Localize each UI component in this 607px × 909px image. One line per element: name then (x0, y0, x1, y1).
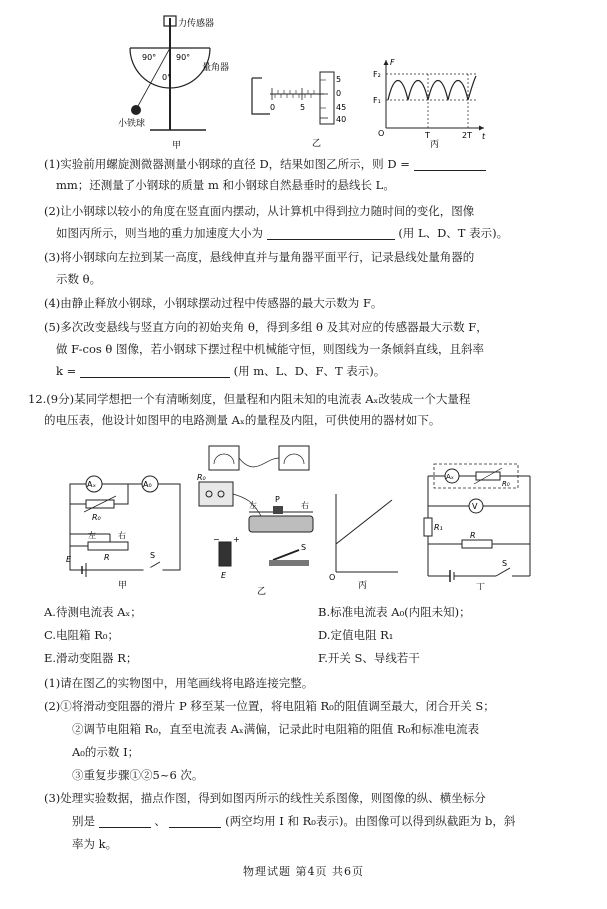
two-t-tick-label: 2T (462, 131, 472, 140)
equipment-d: D.定值电阻 R₁ (318, 628, 394, 642)
figure-caption-yi: 乙 (312, 139, 322, 149)
t-tick-label: T (425, 131, 430, 140)
q12-intro-line1: 12.(9分)某同学想把一个有清晰刻度，但量程和内阻未知的电流表 Aₓ改装成一个大量程 (28, 392, 471, 406)
jia-left-label: 左 (88, 531, 96, 540)
angle-right-label: 90° (176, 53, 191, 62)
f2-label: F₂ (373, 70, 381, 79)
q12-step2-line3: A₀的示数 I； (72, 745, 140, 759)
yi-caption: 乙 (257, 587, 267, 597)
q12-intro-line2: 的电压表，他设计如图甲的电路测量 Aₓ的量程及内阻，可供使用的器材如下。 (44, 413, 441, 427)
figure-force-time-bing (372, 56, 490, 148)
equipment-a: A.待测电流表 Aₓ； (44, 605, 142, 619)
yi-left-label: 左 (249, 501, 257, 510)
jia-r0-label: R₀ (92, 513, 101, 522)
main-scale-zero: 0 (270, 103, 276, 112)
ding-s-label: S (502, 559, 508, 568)
y-axis-label: F (390, 58, 395, 67)
force-curve (388, 76, 476, 100)
q12-step2-line4: ③重复步骤①②5~6 次。 (72, 768, 204, 782)
q11-part5-line3: k = (用 m、L、D、F、T 表示)。 (56, 364, 386, 378)
q12-step1: (1)请在图乙的实物图中，用笔画线将电路连接完整。 (44, 676, 314, 690)
q11-part1-line1: (1)实验前用螺旋测微器测量小钢球的直径 D，结果如图乙所示，则 D = (44, 157, 486, 171)
q12-step3-line1: (3)处理实验数据，描点作图，得到如图丙所示的线性关系图像，则图像的纵、横坐标分 (44, 791, 486, 805)
q12-ordinate-blank[interactable] (99, 815, 151, 828)
thimble-mark-5: 5 (336, 75, 342, 84)
q11-part2-line2: 如图丙所示，则当地的重力加速度大小为 (用 L、D、T 表示)。 (56, 226, 509, 240)
force-sensor-label: 力传感器 (178, 19, 215, 29)
thimble-mark-40: 40 (336, 115, 347, 124)
q12-step2-line2: ②调节电阻箱 R₀，直至电流表 Aₓ满偏，记录此时电阻箱的阻值 R₀和标准电流表 (72, 722, 480, 736)
jia-r-label: R (104, 553, 110, 562)
equipment-f: F.开关 S、导线若干 (318, 651, 420, 665)
jia-caption: 甲 (118, 581, 128, 590)
jia-s-label: S (150, 551, 156, 560)
circuit-diagram-ding (420, 460, 538, 590)
f1-label: F₁ (373, 96, 381, 105)
ding-r0-label: R₀ (502, 480, 510, 488)
ding-caption: 丁 (476, 583, 486, 590)
q11-part3-line2: 示数 θ。 (56, 272, 102, 286)
jia-right-label: 右 (118, 531, 126, 540)
ding-r1-label: R₁ (434, 523, 443, 532)
page-footer: 物理试题 第4页 共6页 (243, 865, 364, 878)
figure-pendulum-jia (110, 12, 240, 152)
q11-slope-blank[interactable] (80, 365, 230, 378)
bing-caption: 丙 (358, 581, 368, 590)
q12-abscissa-blank[interactable] (169, 815, 221, 828)
apparatus-photo-yi (195, 438, 325, 600)
q11-part2-line1: (2)让小钢球以较小的角度在竖直面内摆动，从计算机中得到拉力随时间的变化，图像 (44, 204, 475, 218)
q11-part3-line1: (3)将小钢球向左拉到某一高度，悬线伸直并与量角器平面平行，记录悬线处量角器的 (44, 250, 475, 264)
circuit-diagram-jia (58, 470, 188, 590)
q11-part5-line2: 做 F-cos θ 图像，若小钢球下摆过程中机械能守恒，则图线为一条倾斜直线，且斜率 (56, 342, 485, 356)
jia-a0-label: A₀ (143, 480, 152, 489)
main-scale-five: 5 (300, 103, 306, 112)
ding-v-label: V (472, 502, 478, 511)
x-axis-label: t (482, 132, 486, 141)
protractor-label: 量角器 (202, 63, 230, 73)
q11-part4: (4)由静止释放小钢球，小钢球摆动过程中传感器的最大示数为 F。 (44, 296, 383, 310)
q11-part1-line2: mm；还测量了小钢球的质量 m 和小钢球自然悬垂时的悬线长 L。 (56, 178, 395, 192)
q11-part5-line1: (5)多次改变悬线与竖直方向的初始夹角 θ，得到多组 θ 及其对应的传感器最大示数 F， (44, 320, 488, 334)
yi-minus-label: − (213, 535, 220, 544)
yi-p-label: P (275, 495, 280, 504)
equipment-e: E.滑动变阻器 R； (44, 651, 138, 665)
ding-r-label: R (470, 531, 476, 540)
equipment-b: B.标准电流表 A₀(内阻未知)； (318, 605, 471, 619)
ding-ax-label: Aₓ (446, 473, 454, 481)
figure-caption-bing: 丙 (430, 140, 440, 148)
angle-left-label: 90° (142, 53, 157, 62)
yi-e-label: E (221, 571, 227, 580)
bing-origin-label: O (329, 573, 336, 582)
q12-step3-line3: 率为 k。 (72, 837, 118, 851)
q11-gravity-blank[interactable] (267, 227, 395, 240)
thimble-mark-0: 0 (336, 89, 342, 98)
yi-s-label: S (301, 543, 307, 552)
q11-diameter-blank[interactable] (414, 158, 486, 171)
q12-step2-line1: (2)①将滑动变阻器的滑片 P 移至某一位置，将电阻箱 R₀的阻值调至最大，闭合开关 S； (44, 699, 495, 713)
angle-zero-label: 0° (162, 73, 172, 82)
yi-r0-label: R₀ (197, 473, 206, 482)
q12-step3-line2: 别是 、 (两空均用 I 和 R₀表示)。由图像可以得到纵截距为 b，斜 (72, 814, 516, 828)
figure-micrometer-yi (250, 70, 360, 150)
equipment-c: C.电阻箱 R₀； (44, 628, 119, 642)
linear-data-line (336, 500, 392, 544)
yi-right-label: 右 (301, 501, 309, 510)
jia-ax-label: Aₓ (87, 480, 97, 489)
yi-plus-label: + (233, 535, 240, 544)
ball-label: 小铁球 (118, 119, 146, 129)
jia-e-label: E (66, 555, 72, 564)
thimble-mark-45: 45 (336, 103, 347, 112)
figure-caption-jia: 甲 (172, 141, 182, 151)
linear-graph-bing (328, 490, 400, 590)
main-scale-ticks (272, 88, 314, 100)
origin-label: O (378, 129, 385, 138)
